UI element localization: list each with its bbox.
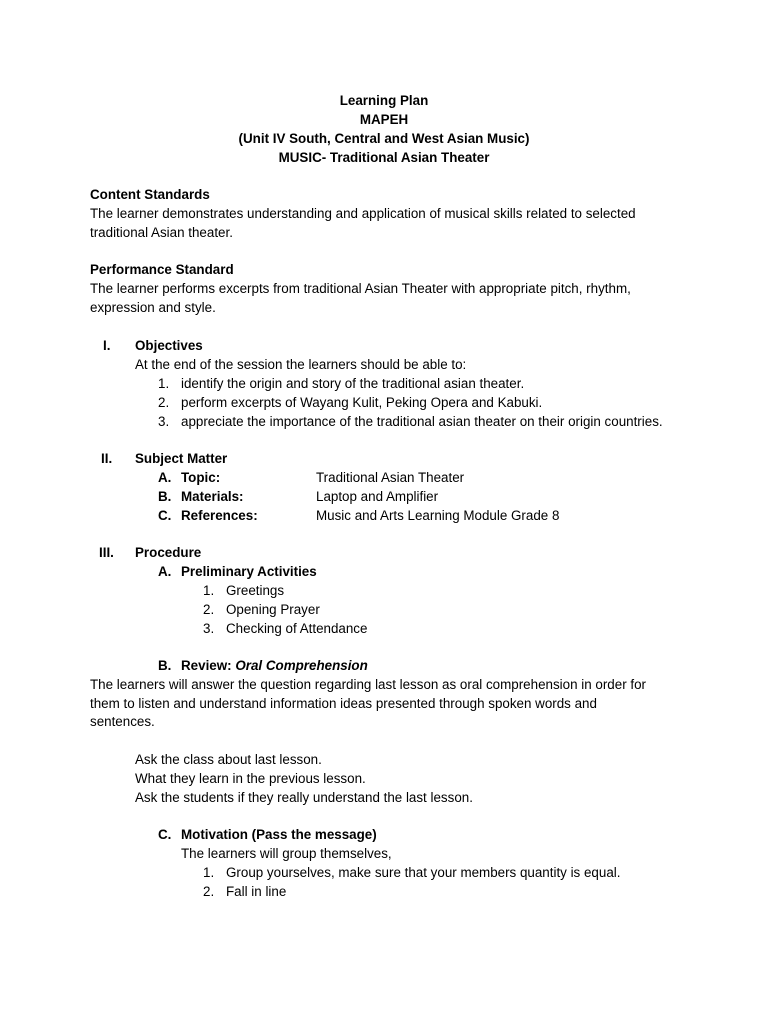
list-letter: A.: [158, 564, 172, 579]
review-heading: [181, 658, 368, 674]
objective-item: identify the origin and story of the traditional asian theater.: [181, 376, 525, 391]
list-letter: B.: [158, 489, 172, 504]
objective-item: appreciate the importance of the traditional asian theater on their origin countries.: [181, 414, 663, 429]
list-number: 1.: [158, 376, 170, 391]
list-letter: C.: [158, 827, 172, 842]
list-number: 3.: [203, 621, 215, 636]
list-letter: C.: [158, 508, 172, 523]
doc-title: Learning Plan: [339, 93, 429, 108]
review-text: them to listen and understand information ideas presented through spoken words and: [90, 696, 597, 711]
list-number: 1.: [203, 583, 215, 598]
performance-standard-text: expression and style.: [90, 300, 216, 315]
subject-matter-heading: Subject Matter: [135, 451, 228, 466]
review-label: Review:: [181, 658, 232, 673]
subject-value-references: Music and Arts Learning Module Grade 8: [316, 508, 560, 523]
preliminary-item: Opening Prayer: [226, 602, 320, 617]
list-number: 2.: [203, 602, 215, 617]
review-question: Ask the class about last lesson.: [135, 752, 322, 767]
performance-standard-heading: Performance Standard: [90, 262, 234, 277]
subject-value-topic: Traditional Asian Theater: [316, 470, 465, 485]
review-text: sentences.: [90, 714, 155, 729]
subject-label-references: References:: [181, 508, 258, 523]
section-numeral: II.: [101, 451, 113, 466]
motivation-intro: The learners will group themselves,: [181, 846, 392, 861]
list-number: 3.: [158, 414, 170, 429]
preliminary-heading: Preliminary Activities: [181, 564, 317, 579]
doc-subject: MAPEH: [359, 112, 409, 127]
review-question: What they learn in the previous lesson.: [135, 771, 366, 786]
review-topic: Oral Comprehension: [235, 658, 368, 673]
objectives-intro: At the end of the session the learners should be able to:: [135, 357, 467, 372]
procedure-heading: Procedure: [135, 545, 202, 560]
subject-value-materials: Laptop and Amplifier: [316, 489, 439, 504]
section-numeral: III.: [99, 545, 114, 560]
doc-unit: (Unit IV South, Central and West Asian Music): [238, 131, 530, 146]
list-letter: A.: [158, 470, 172, 485]
subject-label-topic: Topic:: [181, 470, 221, 485]
list-number: 2.: [158, 395, 170, 410]
doc-topic: MUSIC- Traditional Asian Theater: [278, 150, 490, 165]
motivation-item: Fall in line: [226, 884, 287, 899]
preliminary-item: Greetings: [226, 583, 285, 598]
content-standards-text: traditional Asian theater.: [90, 225, 233, 240]
objectives-heading: Objectives: [135, 338, 203, 353]
subject-label-materials: Materials:: [181, 489, 244, 504]
content-standards-heading: Content Standards: [90, 187, 210, 202]
review-text: The learners will answer the question regarding last lesson as oral comprehension in order for: [90, 677, 646, 692]
objective-item: perform excerpts of Wayang Kulit, Peking Opera and Kabuki.: [181, 395, 543, 410]
list-letter: B.: [158, 658, 172, 673]
review-question: Ask the students if they really understand the last lesson.: [135, 790, 473, 805]
motivation-heading: Motivation (Pass the message): [181, 827, 377, 842]
section-numeral: I.: [103, 338, 111, 353]
motivation-item: Group yourselves, make sure that your members quantity is equal.: [226, 865, 621, 880]
performance-standard-text: The learner performs excerpts from traditional Asian Theater with appropriate pitch, rhythm,: [90, 281, 631, 296]
preliminary-item: Checking of Attendance: [226, 621, 368, 636]
list-number: 2.: [203, 884, 215, 899]
content-standards-text: The learner demonstrates understanding and application of musical skills related to selected: [90, 206, 636, 221]
list-number: 1.: [203, 865, 215, 880]
